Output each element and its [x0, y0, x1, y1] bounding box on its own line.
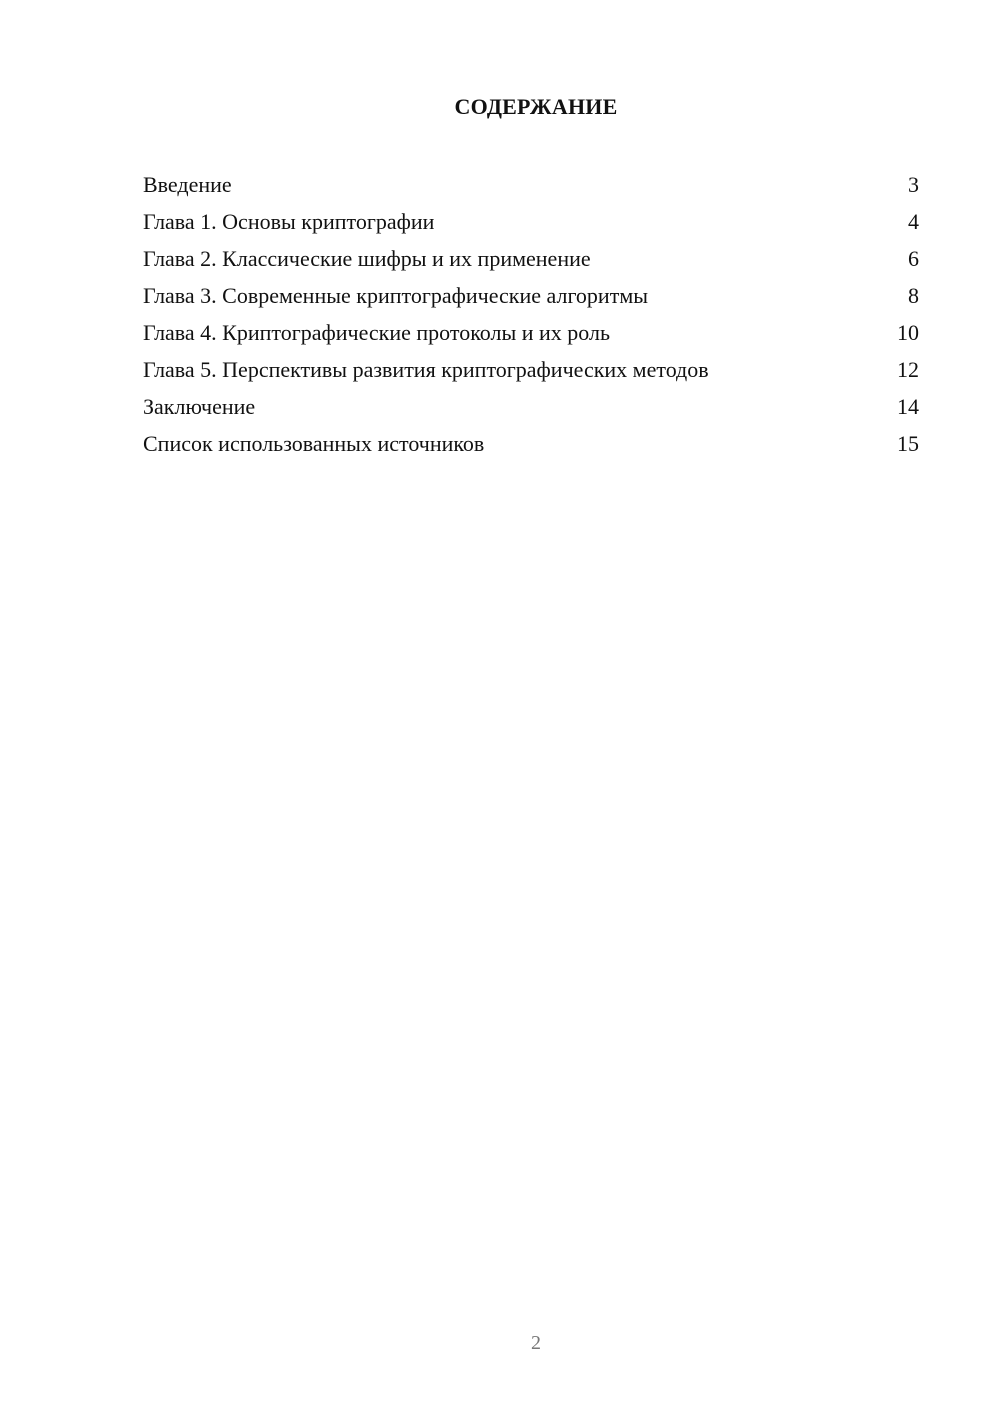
toc-entry-title: Глава 2. Классические шифры и их применение	[143, 246, 591, 271]
toc-entry-title: Глава 1. Основы криптографии	[143, 209, 435, 234]
toc-entry-page: 3	[908, 172, 919, 197]
toc-entry-title: Глава 4. Криптографические протоколы и их роль	[143, 320, 611, 345]
toc-entry-page: 14	[897, 394, 919, 419]
toc-entry-title: Список использованных источников	[143, 431, 485, 456]
toc-entry-page: 6	[908, 246, 919, 271]
toc-entry-conclusion	[143, 388, 919, 425]
toc-entry-chapter-4	[143, 314, 919, 351]
toc-entry-title: Глава 5. Перспективы развития криптографических методов	[143, 357, 709, 382]
toc-entry-chapter-3	[143, 277, 919, 314]
toc-heading: СОДЕРЖАНИЕ	[454, 94, 618, 119]
toc-entry-chapter-1	[143, 203, 919, 240]
page-number: 2	[531, 1332, 541, 1354]
toc-entry-page: 15	[897, 431, 919, 456]
toc-entry-title: Заключение	[143, 394, 256, 419]
toc-entry-page: 8	[908, 283, 919, 308]
toc-entry-title: Глава 3. Современные криптографические алгоритмы	[143, 283, 649, 308]
table-of-contents	[143, 166, 919, 462]
toc-entry-page: 10	[897, 320, 919, 345]
toc-entry-chapter-5	[143, 351, 919, 388]
toc-entry-references	[143, 425, 919, 462]
toc-entry-introduction	[143, 166, 919, 203]
toc-entry-page: 4	[908, 209, 919, 234]
toc-entry-page: 12	[897, 357, 919, 382]
toc-entry-title: Введение	[143, 172, 232, 197]
toc-entry-chapter-2	[143, 240, 919, 277]
